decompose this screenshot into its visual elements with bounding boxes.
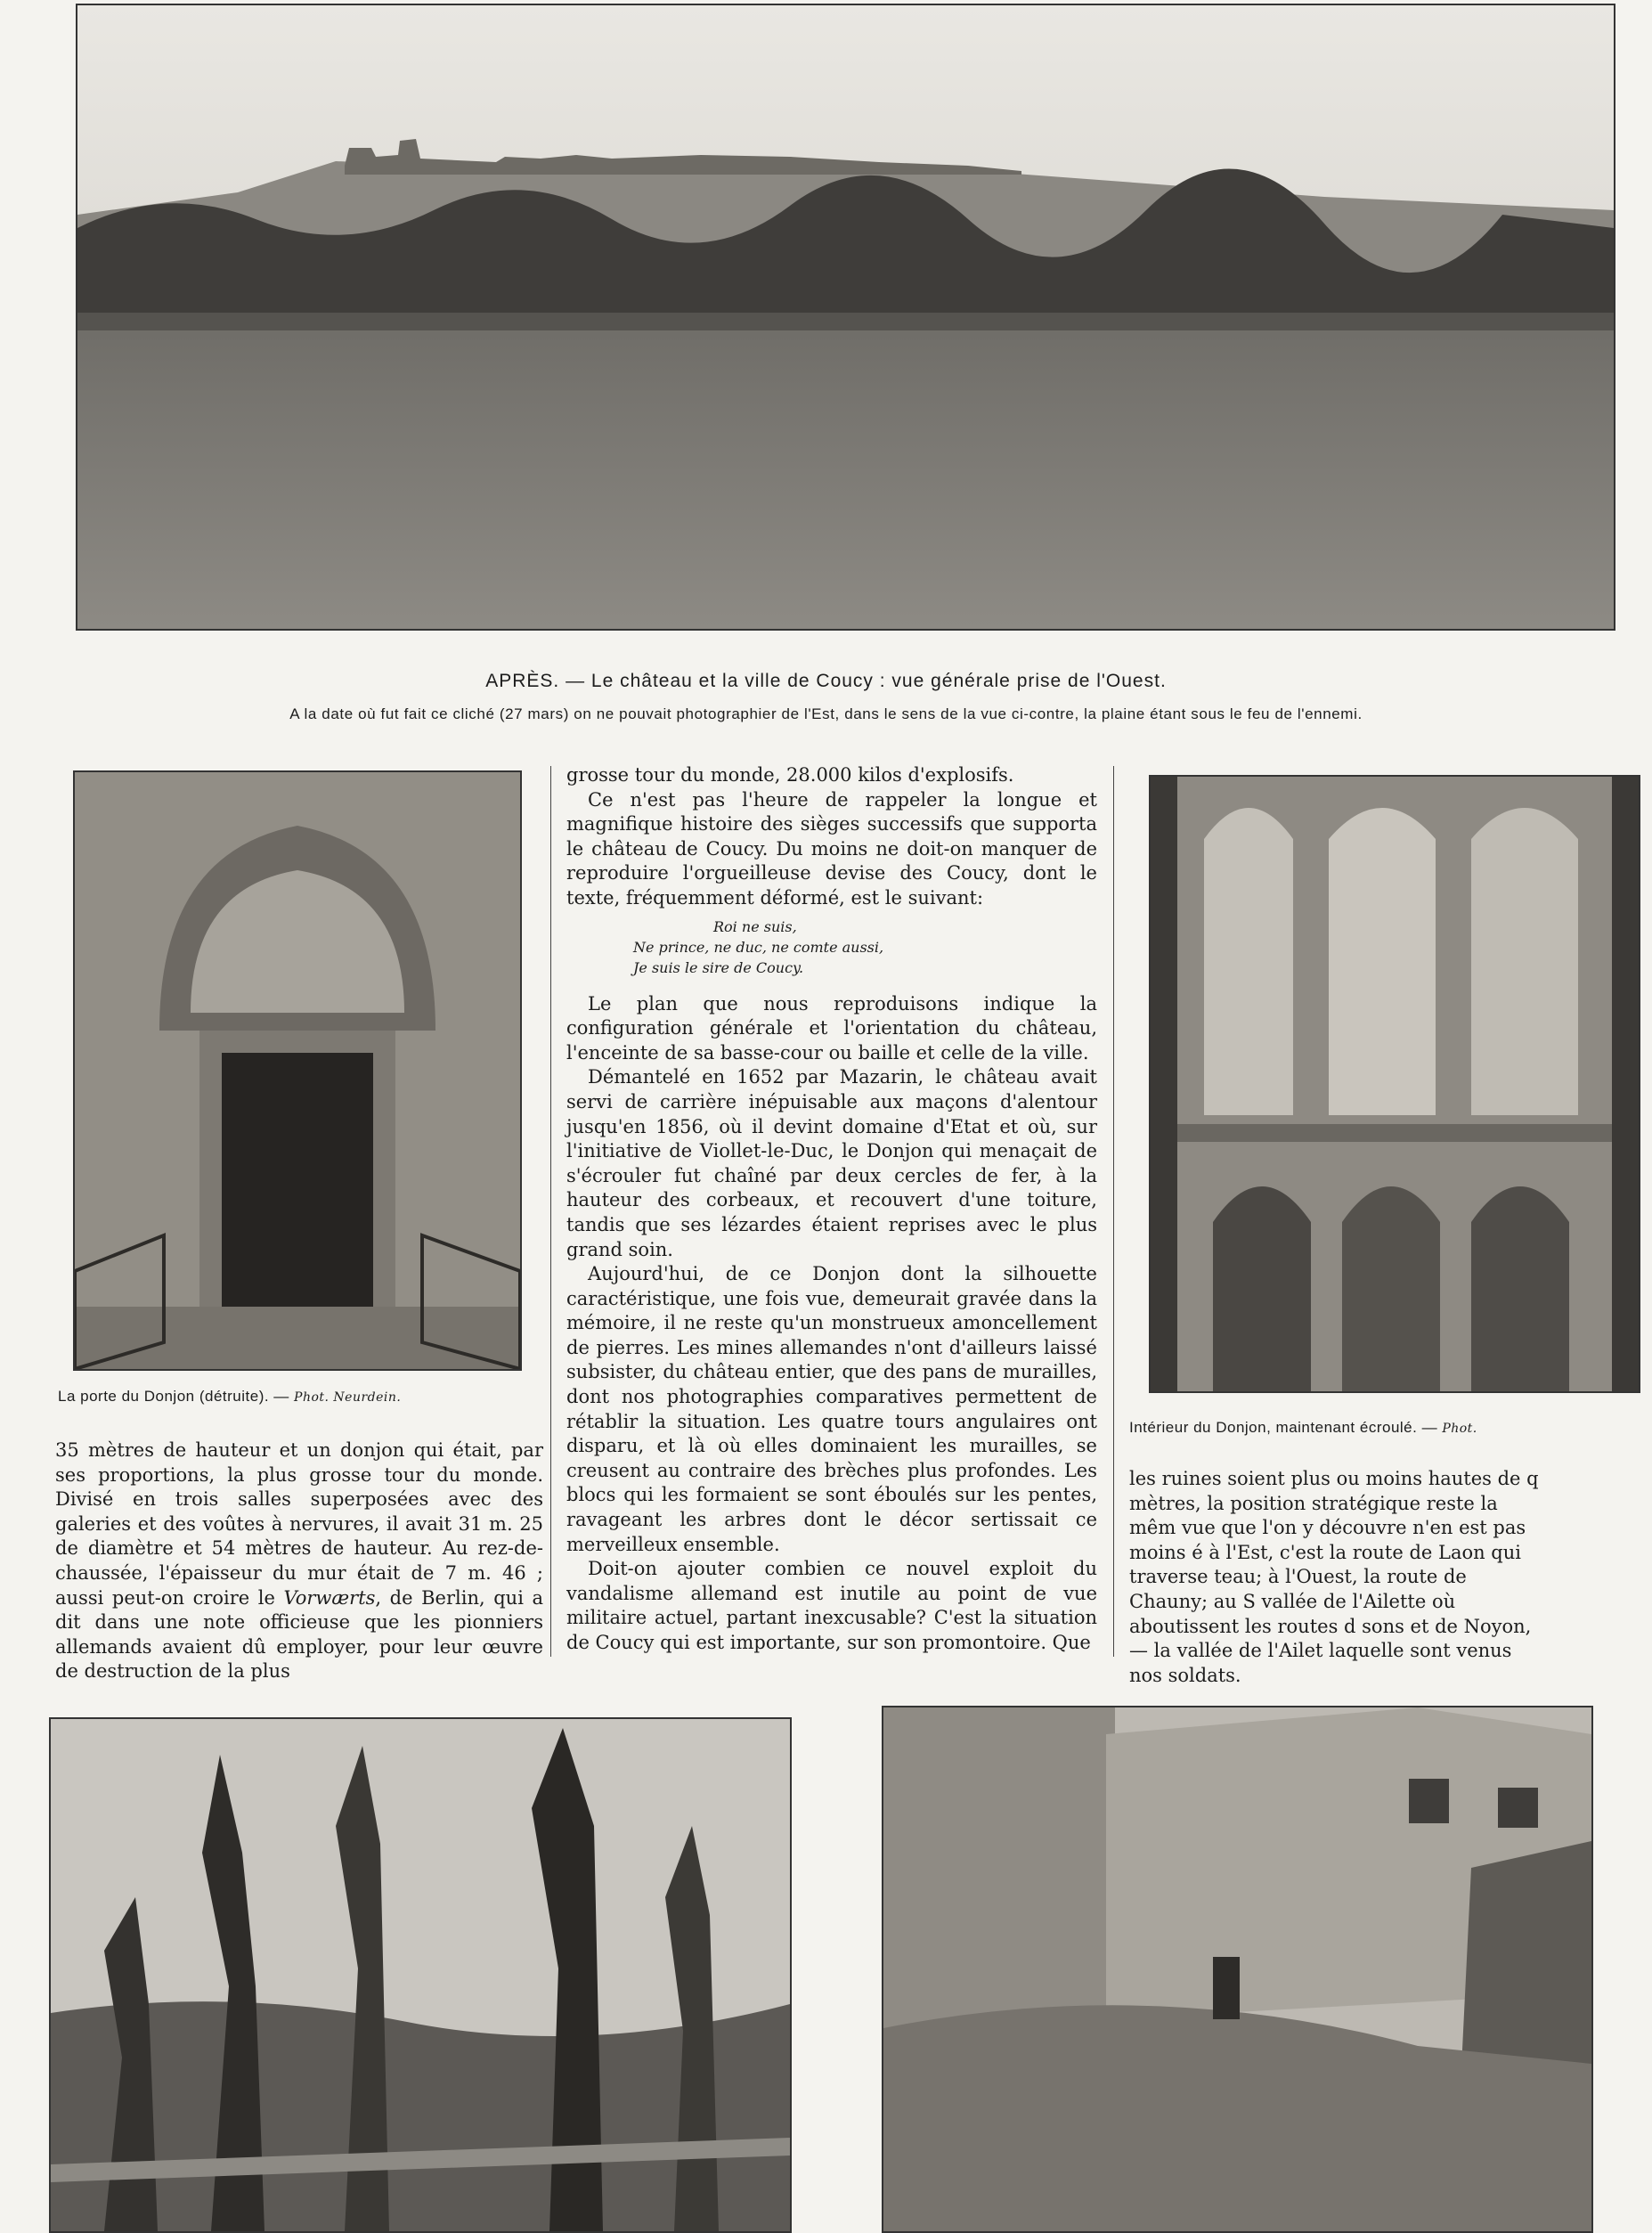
middle-paragraph-4: Démantelé en 1652 par Mazarin, le château avait servi de carrière inépuisable aux maçons d'alentour jusqu'en 1856, où il devint domaine d'Etat et où, sur l'initiative de Viollet-le-Duc, le Donjon qui menaçait de s'écrouler fut chaîné par deux cercles de fer, à la hauteur des corbeaux, et recouvert d'une toiture, tandis que ses lézardes étaient reprises avec le plus grand soin. xyxy=(566,1066,1097,1260)
middle-paragraph-2: Ce n'est pas l'heure de rappeler la longue et magnifique histoire des sièges successifs que supporta le château de Coucy. Du moins ne doit-on manquer de reproduire l'orgueilleuse devise des Coucy, dont le texte, fréquemment déformé, est le suivant: xyxy=(566,788,1097,909)
right-column-text xyxy=(1129,1467,1548,1688)
devise-line-1: Roi ne suis, xyxy=(713,917,797,935)
middle-paragraph-1: grosse tour du monde, 28.000 kilos d'explosifs. xyxy=(566,764,1014,786)
middle-paragraph-6: Doit-on ajouter combien ce nouvel exploit du vandalisme allemand est inutile au point de vue militaire actuel, partant inexcusable? C'est la situation de Coucy qui est importante, sur son promontoire. Que xyxy=(566,1558,1097,1653)
middle-column-text xyxy=(566,763,1097,1656)
caption-porte-text: La porte du Donjon (détruite). — xyxy=(58,1388,295,1405)
caption-panorama-bold: APRÈS. xyxy=(485,671,560,691)
photo-interieur-donjon xyxy=(1149,775,1640,1393)
caption-interieur-credit: Phot. xyxy=(1442,1422,1477,1436)
photo-arbres-ravages xyxy=(49,1717,792,2233)
left-paragraph-1-start: 35 mètres de hauteur et un donjon qui était, par ses proportions, la plus grosse tour du monde. Divisé en trois salles superposées avec des galeries et des voûtes à nervures, il avait 31 m. 25 de diamètre et 54 mètres de hauteur. Au rez-de-chaussée, l'épaisseur du mur était de 7 m. 46 ; aussi peut-on croire le xyxy=(55,1439,543,1609)
caption-panorama-subtitle: A la date où fut fait ce cliché (27 mars) on ne pouvait photographier de l'Est, dans le sens de la vue ci-contre, la plaine étant sous le feu de l'ennemi. xyxy=(289,705,1363,722)
caption-porte-credit: Phot. Neurdein. xyxy=(294,1390,402,1405)
caption-interieur-text: Intérieur du Donjon, maintenant écroulé. — xyxy=(1129,1419,1443,1436)
left-paragraph-1-italic: Vorwærts xyxy=(283,1586,376,1609)
photo-panorama-coucy xyxy=(76,4,1615,631)
devise-des-coucy xyxy=(633,917,1097,978)
devise-line-2: Ne prince, ne duc, ne comte aussi, xyxy=(633,938,884,956)
photo-ruines-chateau xyxy=(882,1706,1593,2233)
caption-porte-donjon xyxy=(58,1388,401,1406)
devise-line-3: Je suis le sire de Coucy. xyxy=(633,958,804,976)
caption-panorama-title xyxy=(0,671,1652,692)
column-divider-right xyxy=(1113,766,1114,1657)
caption-panorama-rest: — Le château et la ville de Coucy : vue générale prise de l'Ouest. xyxy=(559,671,1167,691)
left-paragraph-1-end: , de Berlin, qui a dit dans une note officieuse que les pionniers allemands avaient dû employer, pour leur œuvre de destruction de la plus xyxy=(55,1586,544,1683)
middle-paragraph-3: Le plan que nous reproduisons indique la configuration générale et l'orientation du château, l'enceinte de sa basse-cour ou baille et celle de la ville. xyxy=(566,992,1097,1064)
right-paragraph-1: les ruines soient plus ou moins hautes de q mètres, la position stratégique reste la mêm vue que l'on y découvre n'en est pas moins é à l'Est, c'est la route de Laon qui traverse teau; à l'Ouest, la route de Chauny; au S vallée de l'Ailette où aboutissent les routes d sons et de Noyon, — la vallée de l'Ailet laquelle sont venus nos soldats. xyxy=(1129,1468,1539,1686)
left-paragraph-1 xyxy=(55,1438,543,1684)
column-divider-left xyxy=(550,766,551,1657)
middle-paragraph-5: Aujourd'hui, de ce Donjon dont la silhouette caractéristique, une fois vue, demeurait gravée dans la mémoire, il ne reste qu'un monstrueux amoncellement de pierres. Les mines allemandes n'ont d'ailleurs laissé subsister, du château entier, que des pans de murailles, dont nos photographies comparatives permettent de rétablir la situation. Les quatre tours angulaires ont disparu, et là où elles dominaient les murailles, se creusent au contraire des brèches plus profondes. Les blocs qui les formaient se sont éboulés sur les pentes, ravageant les arbres dont le décor sertissait ce merveilleux ensemble. xyxy=(566,1263,1097,1555)
caption-interieur-donjon xyxy=(1129,1419,1477,1437)
left-column-text xyxy=(55,1438,543,1684)
photo-porte-donjon xyxy=(73,770,522,1371)
